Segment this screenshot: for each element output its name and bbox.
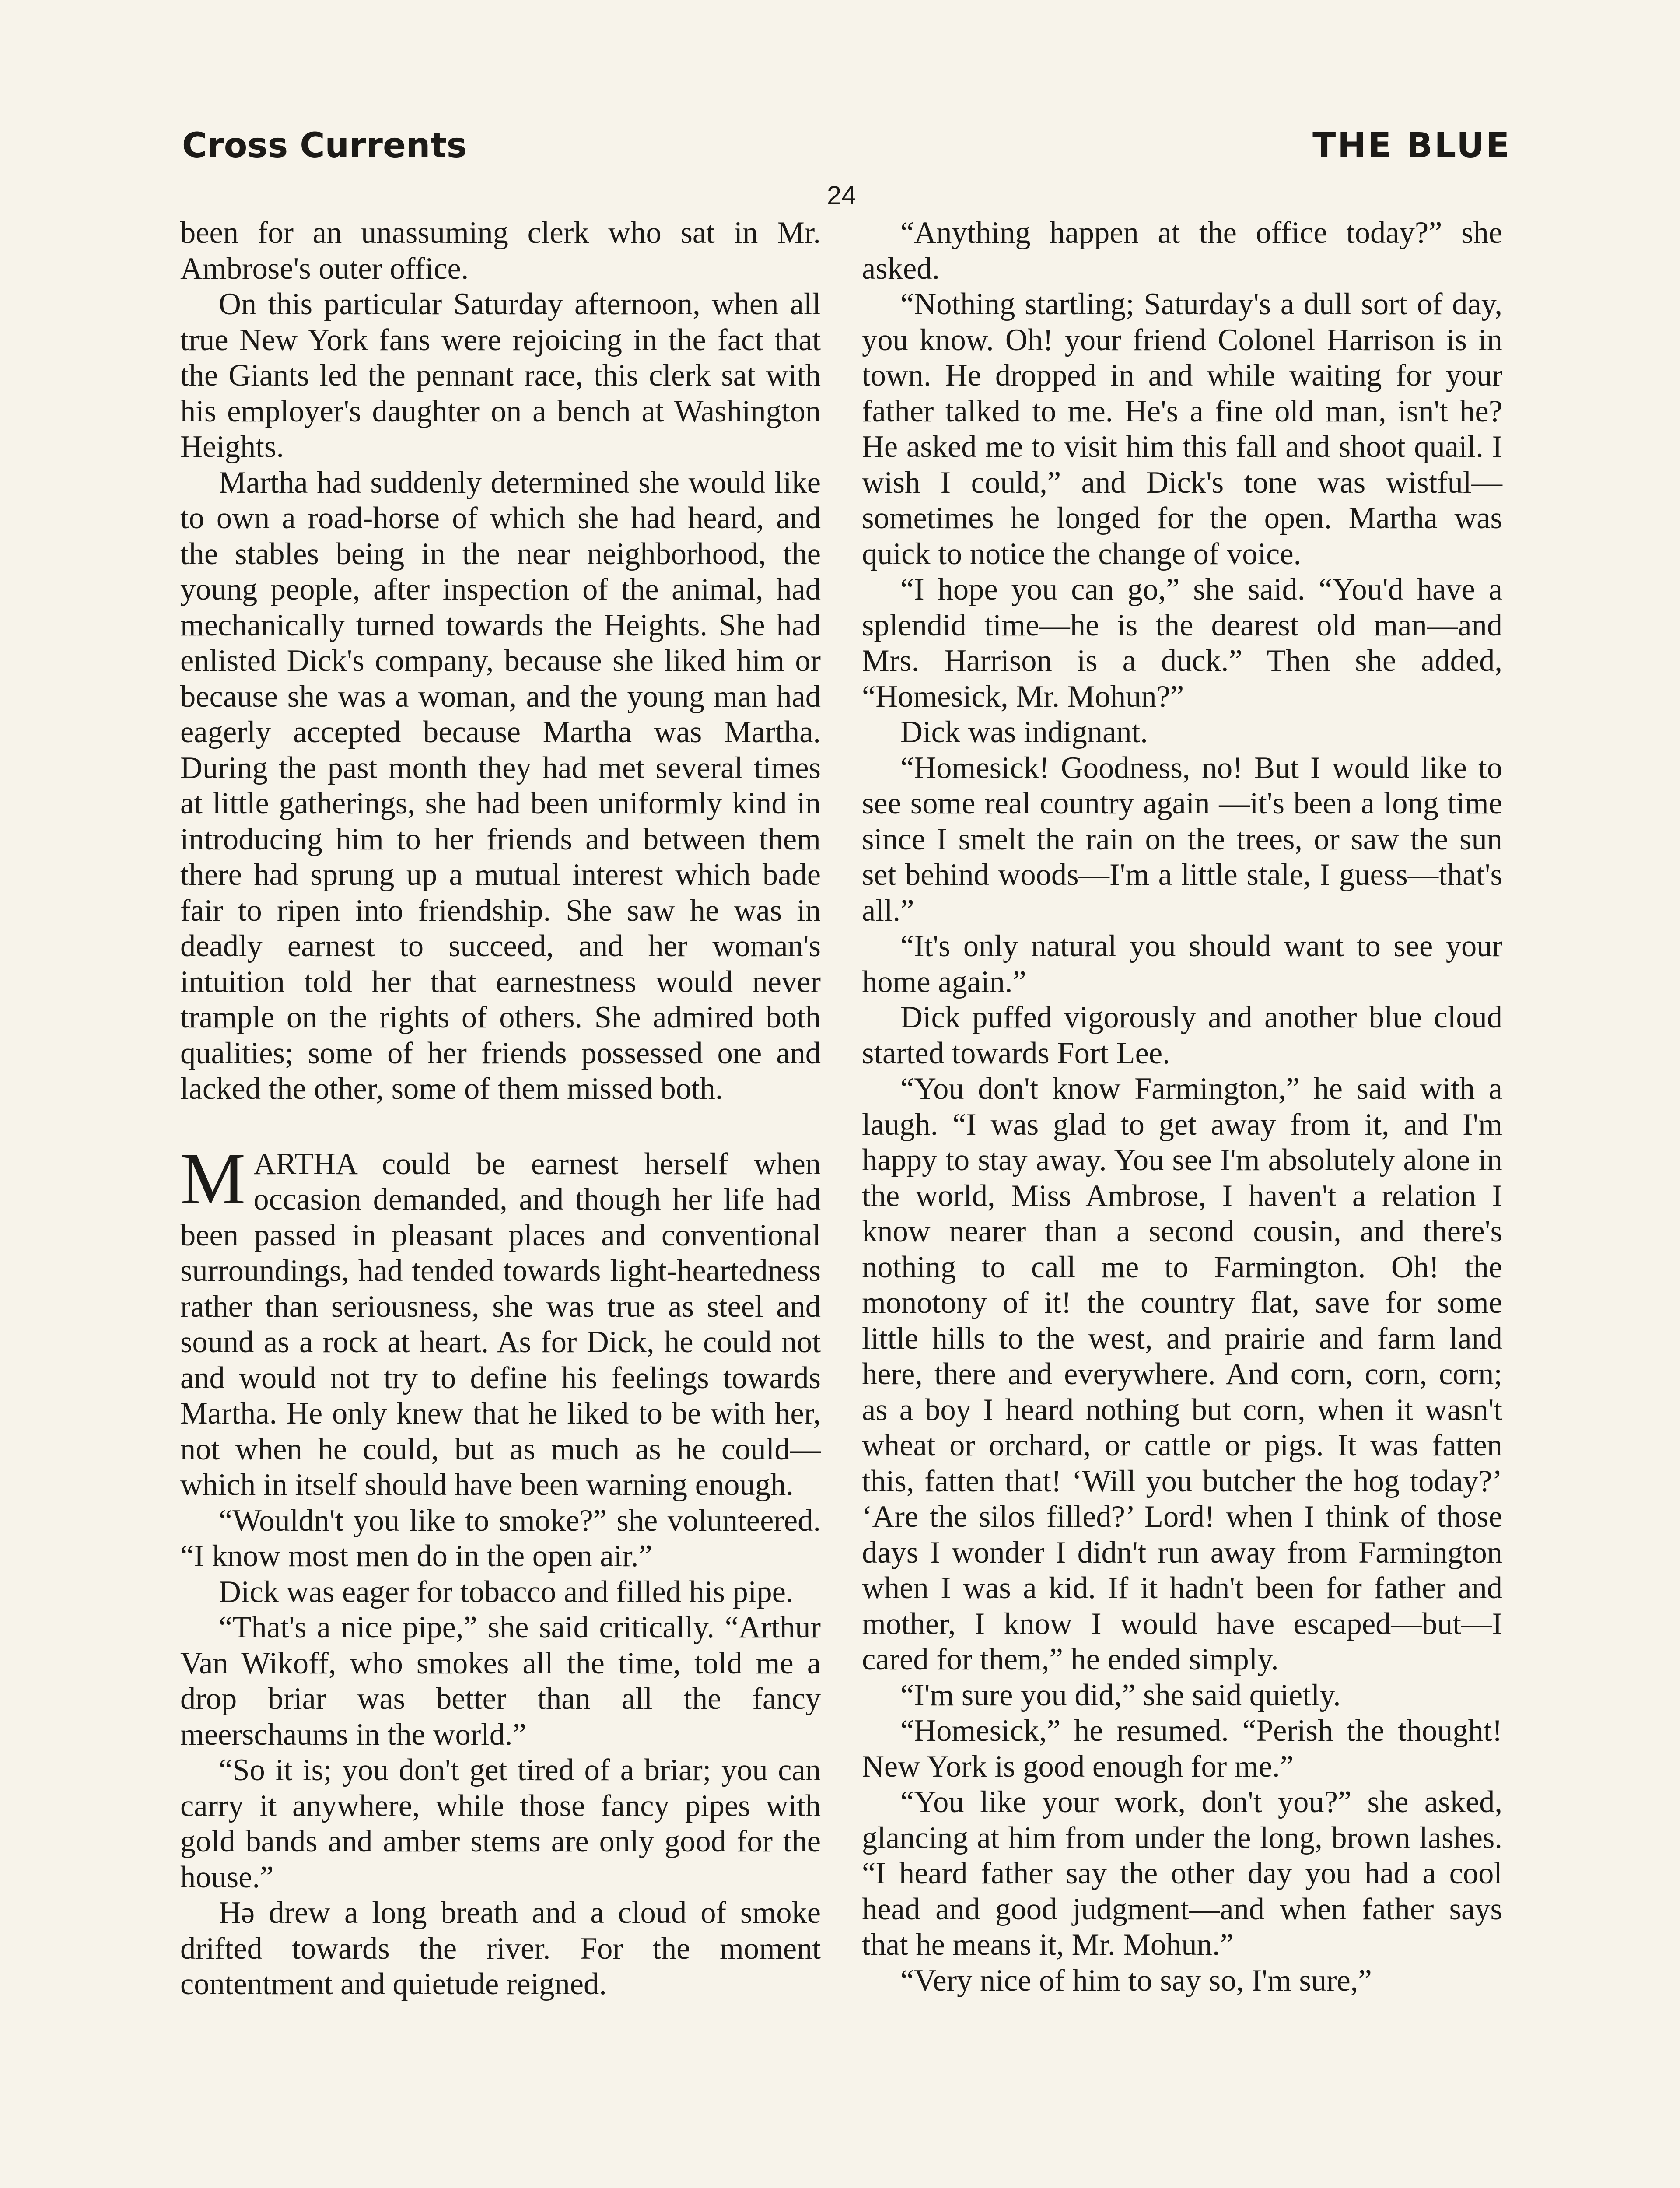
paragraph: “It's only natural you should want to see your home again.” [862, 929, 1502, 999]
running-header-magazine: THE BLUE [1312, 126, 1511, 165]
paragraph: “Homesick! Goodness, no! But I would like to see some real country again —it's been a long time since I smelt the rain on the trees, or saw the sun set behind woods—I'm a little stale, I guess—that's all.” [862, 750, 1502, 928]
paragraph: “Nothing startling; Saturday's a dull sort of day, you know. Oh! your friend Colonel Harrison is in town. He dropped in and while waiting for your father talked to me. He's a fine old man, isn't he? He asked me to visit him this fall and shoot quail. I wish I could,” and Dick's tone was wistful—sometimes he longed for the open. Martha was quick to notice the change of voice. [862, 287, 1502, 571]
left-column [180, 215, 821, 2002]
running-header-title: Cross Currents [182, 126, 467, 165]
paragraph: been for an unassuming clerk who sat in Mr. Ambrose's outer office. [180, 216, 821, 286]
paragraph: “Very nice of him to say so, I'm sure,” [900, 1963, 1372, 1998]
paragraph: “So it is; you don't get tired of a briar; you can carry it anywhere, while those fancy pipes with gold bands and amber stems are only good for the house.” [180, 1753, 821, 1894]
paragraph: Dick was eager for tobacco and filled his pipe. [219, 1574, 794, 1609]
paragraph: On this particular Saturday afternoon, when all true New York fans were rejoicing in the fact that the Giants led the pennant race, this clerk sat with his employer's daughter on a bench at Washington Heights. [180, 287, 821, 464]
paragraph: “I hope you can go,” she said. “You'd have a splendid time—he is the dearest old man—and Mrs. Harrison is a duck.” Then she added, “Homesick, Mr. Mohun?” [862, 572, 1502, 714]
drop-cap: M [180, 1138, 246, 1220]
paragraph: Dick puffed vigorously and another blue cloud started towards Fort Lee. [862, 1000, 1502, 1070]
paragraph: “I'm sure you did,” she said quietly. [900, 1678, 1341, 1712]
paragraph-text: ARTHA could be earnest herself when occasion demanded, and though her life had been passed in pleasant places and conventional surroundings, had tended towards light-heartedness rather than seriousness, she was true as steel and sound as a rock at heart. As for Dick, he could not and would not try to define his feelings towards Martha. He only knew that he liked to be with her, not when he could, but as much as he could—which in itself should have been warning enough. [180, 1147, 821, 1502]
paragraph: “You like your work, don't you?” she asked, glancing at him from under the long, brown lashes. “I heard father say the other day you had a cool head and good judgment—and when father says that he means it, Mr. Mohun.” [862, 1785, 1502, 1962]
dropcap-paragraph [180, 1138, 821, 1503]
paragraph: “Wouldn't you like to smoke?” she volunteered. “I know most men do in the open air.” [180, 1503, 821, 1573]
paragraph: “That's a nice pipe,” she said critically. “Arthur Van Wikoff, who smokes all the time, told me a drop briar was better than all the fancy meerschaums in the world.” [180, 1610, 821, 1752]
paragraph: “Anything happen at the office today?” she asked. [862, 216, 1502, 286]
right-column [862, 215, 1502, 1999]
paragraph: Dick was indignant. [900, 715, 1148, 749]
paragraph: “Homesick,” he resumed. “Perish the thought! New York is good enough for me.” [862, 1714, 1502, 1784]
page-number: 24 [827, 181, 856, 210]
paragraph: “You don't know Farmington,” he said with a laugh. “I was glad to get away from it, and I'm happy to stay away. You see I'm absolutely alone in the world, Miss Ambrose, I haven't a relation I know nearer than a second cousin, and there's nothing to call me to Farmington. Oh! the monotony of it! the country flat, save for some little hills to the west, and prairie and farm land here, there and everywhere. And corn, corn, corn; as a boy I heard nothing but corn, when it wasn't wheat or orchard, or cattle or pigs. It was fatten this, fatten that! ‘Will you butcher the hog today?’ ‘Are the silos filled?’ Lord! when I think of those days I wonder I didn't run away from Farmington when I was a kid. If it hadn't been for father and mother, I know I would have escaped—but—I cared for them,” he ended simply. [862, 1072, 1502, 1676]
section-break [180, 1107, 821, 1147]
paragraph: Martha had suddenly determined she would like to own a road-horse of which she had heard, and the stables being in the near neighborhood, the young people, after inspection of the animal, had mechanically turned towards the Heights. She had enlisted Dick's company, because she liked him or because she was a woman, and the young man had eagerly accepted because Martha was Martha. During the past month they had met several times at little gatherings, she had been uniformly kind in introducing him to her friends and between them there had sprung up a mutual interest which bade fair to ripen into friendship. She saw he was in deadly earnest to succeed, and her woman's intuition told her that earnestness would never trample on the rights of others. She admired both qualities; some of her friends possessed one and lacked the other, some of them missed both. [180, 465, 821, 1106]
paragraph: Hə drew a long breath and a cloud of smoke drifted towards the river. For the moment contentment and quietude reigned. [180, 1896, 821, 2001]
